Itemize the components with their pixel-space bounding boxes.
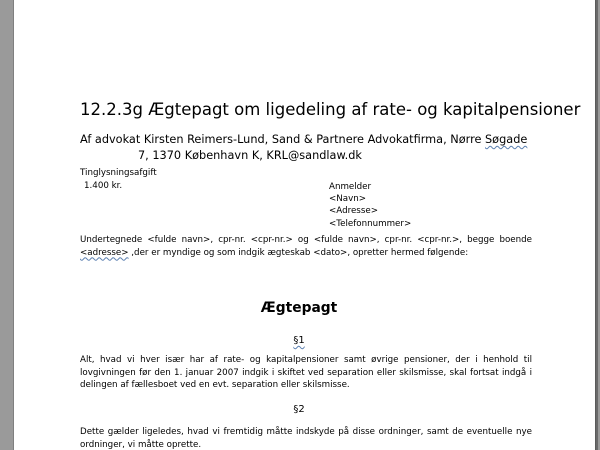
section-mark-2-text: §2 [293,404,305,415]
filer-label: Anmelder [329,182,372,192]
section-mark-2 [14,404,584,415]
filer-phone-placeholder: <Telefonnummer> [329,218,412,229]
document-page[interactable] [13,0,596,450]
intro-text-end: ,der er myndige og som indgik ægteskab <dato>, opretter hermed følgende: [128,247,469,258]
section-mark-1-text: §1 [293,335,305,346]
author-line-1: Af advokat Kirsten Reimers-Lund, Sand & Partnere Advokatfirma, Nørre [80,133,486,146]
filer-name-placeholder: <Navn> [329,194,367,205]
filer-address-placeholder: <Adresse> [329,206,378,217]
intro-text-start: Undertegnede <fulde navn>, cpr-nr. <cpr-nr.> og <fulde navn>, cpr-nr. <cpr-nr.>, begge boende [80,235,532,245]
author-line-2: 7, 1370 København K, KRL@sandlaw.dk [138,149,362,162]
section-mark-1 [14,335,584,346]
author-byline [80,132,540,164]
intro-paragraph [80,234,532,259]
registration-fee-amount: 1.400 kr. [84,181,123,191]
registration-fee-label: Tinglysningsafgift [80,168,157,178]
document-title: Ægtepagt [260,300,338,316]
section-heading: 12.2.3g Ægtepagt om ligedeling af rate- og kapitalpensioner [80,100,581,119]
spellcheck-flagged-word[interactable]: <adresse> [80,247,129,258]
section-1-paragraph: Alt, hvad vi hver især har af rate- og kapitalpensioner samt øvrige pensioner, der i henhold til lovgivningen før den 1. januar 2007 indgik i skiftet ved separation eller skilsmisse, skal fortsat indgå i delingen af fællesboet ved en evt. separation eller skilsmisse. [80,355,532,390]
section-2-paragraph: Dette gælder ligeledes, hvad vi fremtidig måtte indskyde på disse ordninger, samt de eventuelle nye ordninger, vi måtte oprette. [80,427,532,450]
spellcheck-flagged-word[interactable]: Søgade [485,133,528,146]
filer-block [329,181,411,230]
